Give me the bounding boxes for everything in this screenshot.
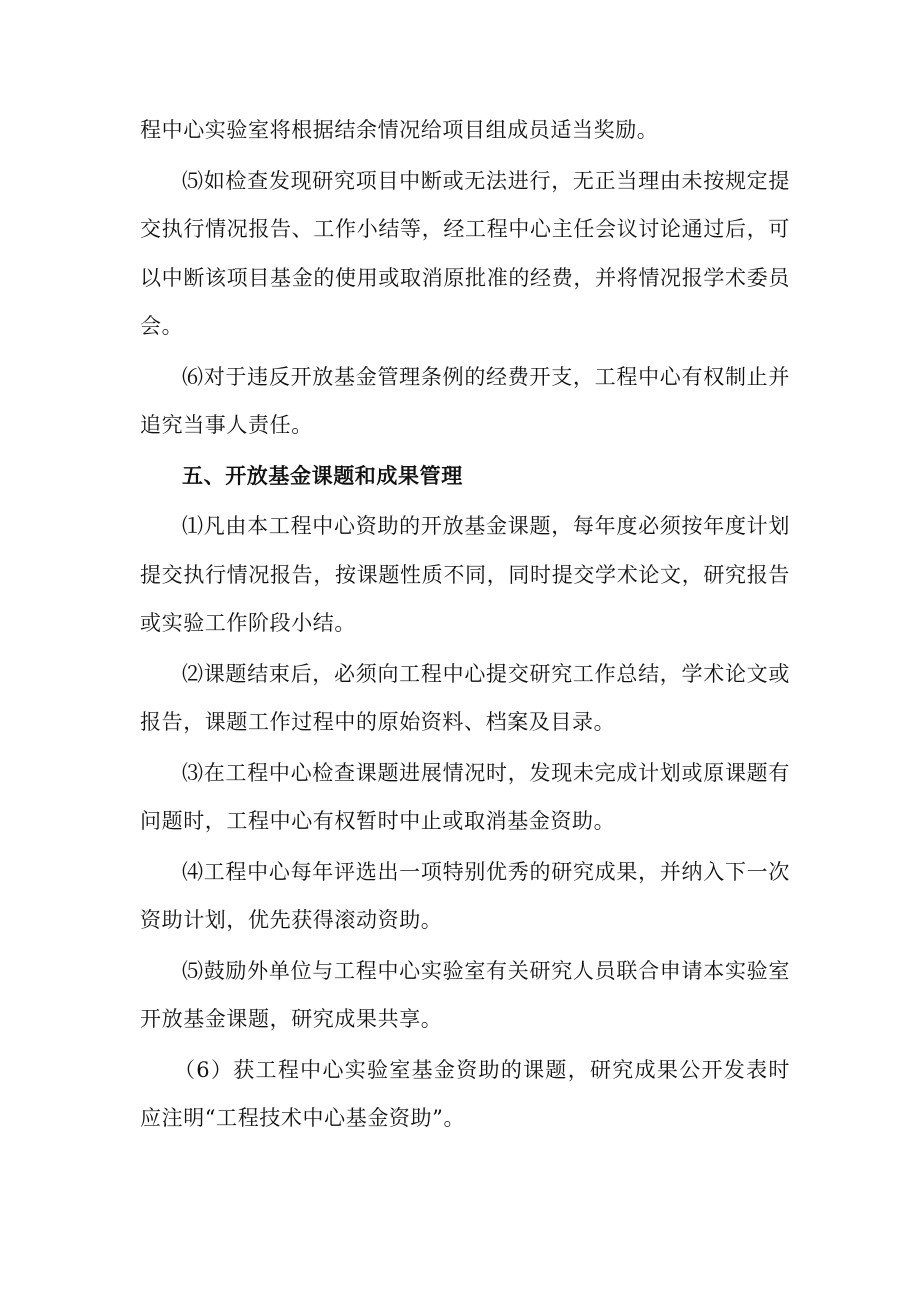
section-heading: 五、开放基金课题和成果管理 — [182, 463, 463, 488]
paragraph-item-6: ⑹对于违反开放基金管理条例的经费开支，工程中心有权制止并追究当事人责任。 — [140, 364, 790, 437]
paragraph-item-5: ⑸如检查发现研究项目中断或无法进行，无正当理由未按规定提交执行情况报告、工作小结等，经工程中心主任会议讨论通过后，可以中断该项目基金的使用或取消原批准的经费，并将情况报学术委员会。 — [140, 168, 790, 338]
paragraph-item-6b: （6）获工程中心实验室基金资助的课题，研究成果公开发表时应注明“工程技术中心基金资助”。 — [140, 1057, 790, 1130]
paragraph-item-5b: ⑸鼓励外单位与工程中心实验室有关研究人员联合申请本实验室开放基金课题，研究成果共享。 — [140, 958, 790, 1031]
paragraph-item-2: ⑵课题结束后，必须向工程中心提交研究工作总结，学术论文或报告，课题工作过程中的原始资料、档案及目录。 — [140, 661, 790, 734]
paragraph-item-4: ⑷工程中心每年评选出一项特别优秀的研究成果，并纳入下一次资助计划，优先获得滚动资助。 — [140, 859, 790, 932]
document-page — [140, 106, 790, 1145]
paragraph-continuation: 程中心实验室将根据结余情况给项目组成员适当奖励。 — [140, 118, 659, 142]
paragraph-item-3: ⑶在工程中心检查课题进展情况时，发现未完成计划或原课题有问题时，工程中心有权暂时中止或取消基金资助。 — [140, 760, 790, 833]
paragraph-item-1: ⑴凡由本工程中心资助的开放基金课题，每年度必须按年度计划提交执行情况报告，按课题性质不同，同时提交学术论文，研究报告或实验工作阶段小结。 — [140, 514, 790, 635]
